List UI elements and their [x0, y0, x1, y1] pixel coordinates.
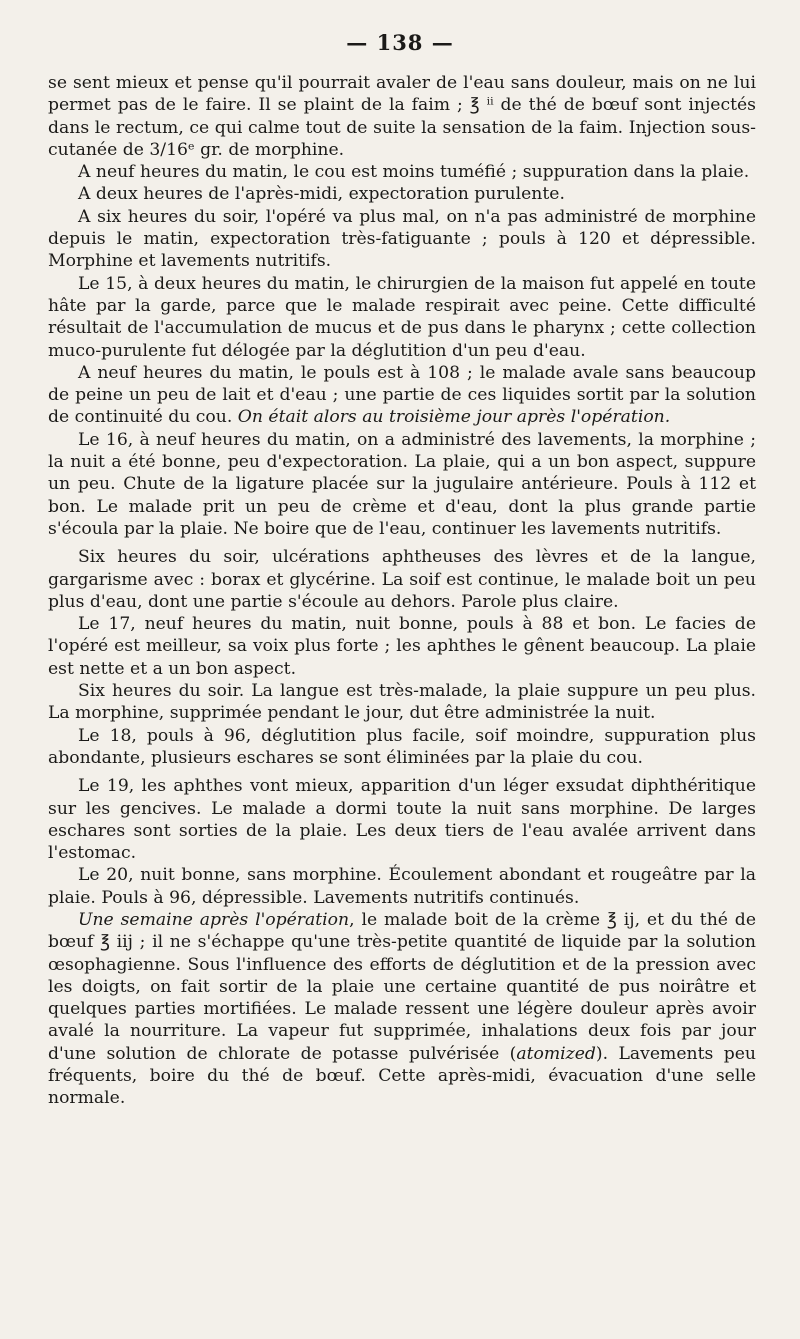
text-run: A six heures du soir, l'opéré va plus mal, on n'a pas administré de morphine depuis le matin, expectoration très-fatiguante ; pouls à 120 et dépressible. Morphine et lavements nutritifs. [48, 206, 756, 272]
italic-text: atomized [516, 1043, 596, 1064]
paragraph [48, 725, 756, 770]
text-run: A neuf heures du matin, le cou est moins tuméfié ; suppuration dans la plaie. [78, 162, 750, 183]
paragraph [48, 362, 756, 429]
paragraph [48, 183, 756, 205]
text-run: A neuf heures du matin, le pouls est à 108 ; le malade avale sans beaucoup de peine un peu de lait et d'eau ; une partie de ces liquides sortit par la solution de continuité du cou. [48, 362, 756, 428]
text-run: Le 17, neuf heures du matin, nuit bonne, pouls à 88 et bon. Le facies de l'opéré est meilleur, sa voix plus forte ; les aphthes le gênent beaucoup. La plaie est nette et a un bon aspect. [48, 614, 756, 679]
text-run: Le 16, à neuf heures du matin, on a administré des lavements, la morphine ; la nuit a été bonne, peu d'expectoration. La plaie, qui a un bon aspect, suppure un peu. Chute de la ligature placée sur la jugulaire antérieure. Pouls à 112 et bon. Le malade prit un peu de crème et d'eau, dont la plus grande partie s'écoula par la plaie. Ne boire que de l'eau, continuer les lavements nutritifs. [48, 429, 756, 539]
italic-text: On était alors au troisième jour après l'opération. [237, 407, 671, 428]
paragraph [48, 546, 756, 613]
text-run: Le 19, les aphthes vont mieux, apparition d'un léger exsudat diphthéritique sur les gencives. Le malade a dormi toute la nuit sans morphine. De larges eschares sont sorties de la plaie. Les deux tiers de l'eau avalée arrivent dans l'estomac. [48, 776, 756, 864]
text-run: Le 15, à deux heures du matin, le chirurgien de la maison fut appelé en toute hâte par la garde, parce que le malade respirait avec peine. Cette difficulté résultait de l'accumulation de mucus et de pus dans le pharynx ; cette collection muco-purulente fut délogée par la déglutition d'un peu d'eau. [48, 273, 756, 361]
text-run: Six heures du soir. La langue est très-malade, la plaie suppure un peu plus. La morphine, supprimée pendant le jour, dut être administrée la nuit. [48, 681, 756, 724]
paragraph [48, 613, 756, 680]
paragraph [48, 206, 756, 273]
paragraph [48, 161, 756, 183]
paragraph [48, 72, 756, 161]
paragraph [48, 909, 756, 1110]
text-run: Le 18, pouls à 96, déglutition plus facile, soif moindre, suppuration plus abondante, plusieurs eschares se sont éliminées par la plaie du cou. [48, 725, 756, 768]
paragraph [48, 273, 756, 362]
text-run: A deux heures de l'après-midi, expectoration purulente. [78, 184, 565, 205]
text-run: ). Lavements peu fréquents, boire du thé de bœuf. Cette après-midi, évacuation d'une selle normale. [48, 1043, 756, 1109]
page-number: — 138 — [346, 30, 454, 55]
text-run: Le 20, nuit bonne, sans morphine. Écoulement abondant et rougeâtre par la plaie. Pouls à 96, dépressible. Lavements nutritifs continués. [48, 865, 756, 908]
document-body [48, 72, 756, 1110]
paragraph [48, 864, 756, 909]
paragraph [48, 680, 756, 725]
text-run: , le malade boit de la crème ℥ ij, et du thé de bœuf ℥ iij ; il ne s'échappe qu'une très-petite quantité de liquide par la solution œsophagienne. Sous l'influence des efforts de déglutition et de la pression avec les doigts, on fait sortir de la plaie une certaine quantité de pus noirâtre et quelques parties mortifiées. Le malade ressent une légère douleur après avoir avalé la nourriture. La vapeur fut supprimée, inhalations deux fois par jour d'une solution de chlorate de potasse pulvérisée ( [48, 909, 756, 1064]
paragraph [48, 429, 756, 540]
italic-text: Une semaine après l'opération [78, 909, 350, 930]
text-run: se sent mieux et pense qu'il pourrait avaler de l'eau sans douleur, mais on ne lui permet pas de le faire. Il se plaint de la faim ; ℥ ⁱⁱ de thé de bœuf sont injectés dans le rectum, ce qui calme tout de suite la sensation de la faim. Injection sous-cutanée de 3/16ᵉ gr. de morphine. [48, 73, 756, 160]
text-run: Six heures du soir, ulcérations aphtheuses des lèvres et de la langue, gargarisme avec : borax et glycérine. La soif est continue, le malade boit un peu plus d'eau, dont une partie s'écoule au dehors. Parole plus claire. [48, 547, 756, 612]
paragraph [48, 775, 756, 864]
